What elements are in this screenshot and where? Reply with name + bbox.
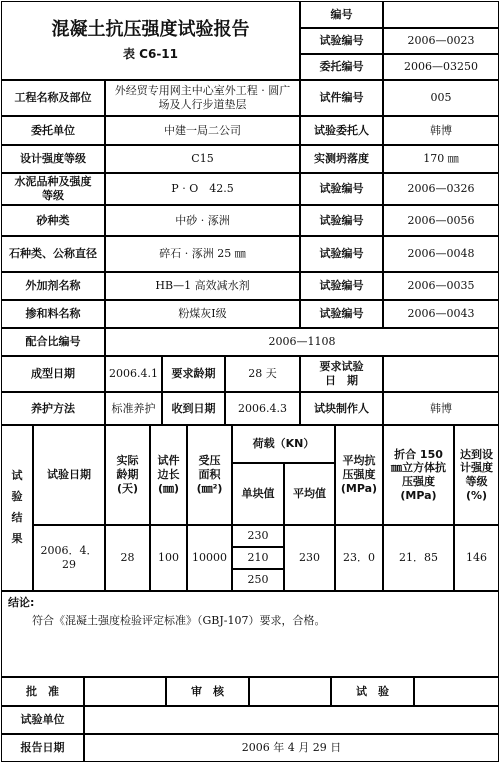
sand-test-value: 2006—0056 <box>383 205 499 236</box>
col-side: 试件边长(㎜) <box>150 425 187 525</box>
sand-value: 中砂 · 涿洲 <box>105 205 300 236</box>
approve-label: 批 准 <box>1 677 84 706</box>
grade-value: C15 <box>105 145 300 173</box>
specimen-no-value: 005 <box>383 80 499 116</box>
number-label: 编号 <box>300 1 383 28</box>
col-converted-strength: 折合 150 ㎜立方体抗压强度(MPa) <box>383 425 454 525</box>
client-person-label: 试验委托人 <box>300 116 383 145</box>
result-load-1: 230 <box>232 525 284 547</box>
report-date-value: 2006 年 4 月 29 日 <box>84 734 499 762</box>
result-percent-design: 146 <box>454 525 499 591</box>
tester-label: 试 验 <box>331 677 414 706</box>
age-req-label: 要求龄期 <box>162 356 225 392</box>
grade-label: 设计强度等级 <box>1 145 105 173</box>
cast-date-label: 成型日期 <box>1 356 105 392</box>
cement-value: P · O 42.5 <box>105 173 300 205</box>
commission-no-label: 委托编号 <box>300 54 383 80</box>
result-load-3: 250 <box>232 569 284 591</box>
cement-test-label: 试验编号 <box>300 173 383 205</box>
admix-value: HB—1 高效减水剂 <box>105 272 300 300</box>
number-value <box>383 1 499 28</box>
admix-test-value: 2006—0035 <box>383 272 499 300</box>
age-req-value: 28 天 <box>225 356 300 392</box>
conclusion-label: 结论: <box>8 596 35 609</box>
lab-value <box>84 706 499 734</box>
table-code: 表 C6-11 <box>122 47 178 62</box>
review-value <box>249 677 331 706</box>
sand-label: 砂种类 <box>1 205 105 236</box>
col-percent-design: 达到设计强度等级(%) <box>454 425 499 525</box>
col-avg-strength: 平均抗压强度(MPa) <box>335 425 383 525</box>
stone-test-value: 2006—0048 <box>383 236 499 272</box>
stone-value: 碎石 · 涿洲 25 ㎜ <box>105 236 300 272</box>
stone-test-label: 试验编号 <box>300 236 383 272</box>
cement-label: 水泥品种及强度等级 <box>1 173 105 205</box>
cast-date-value: 2006.4.1 <box>105 356 162 392</box>
title-block <box>1 1 300 80</box>
test-date-req-label: 要求试验日 期 <box>300 356 383 392</box>
col-area: 受压面积(㎜²) <box>187 425 232 525</box>
mineral-label: 掺和料名称 <box>1 300 105 328</box>
client-value: 中建一局二公司 <box>105 116 300 145</box>
result-age: 28 <box>105 525 150 591</box>
test-date-req-value <box>383 356 499 392</box>
col-load-avg: 平均值 <box>284 463 335 525</box>
mineral-value: 粉煤灰Ⅰ级 <box>105 300 300 328</box>
conclusion-box <box>1 591 499 677</box>
slump-label: 实测坍落度 <box>300 145 383 173</box>
result-side: 100 <box>150 525 187 591</box>
project-value: 外经贸专用网主中心室外工程 · 圆广场及人行步道垫层 <box>105 80 300 116</box>
sand-test-label: 试验编号 <box>300 205 383 236</box>
result-converted-strength: 21．85 <box>383 525 454 591</box>
col-age: 实际龄期(天) <box>105 425 150 525</box>
result-avg-strength: 23．0 <box>335 525 383 591</box>
recv-value: 2006.4.3 <box>225 392 300 425</box>
stone-label: 石种类、公称直径 <box>1 236 105 272</box>
result-area: 10000 <box>187 525 232 591</box>
review-label: 审 核 <box>166 677 249 706</box>
maker-label: 试块制作人 <box>300 392 383 425</box>
commission-no-value: 2006—03250 <box>383 54 499 80</box>
recv-label: 收到日期 <box>162 392 225 425</box>
result-test-date: 2006．4．29 <box>33 525 105 591</box>
results-section-label: 试验结果 <box>1 425 33 591</box>
col-load-single: 单块值 <box>232 463 284 525</box>
mineral-test-label: 试验编号 <box>300 300 383 328</box>
curing-label: 养护方法 <box>1 392 105 425</box>
test-no-value: 2006—0023 <box>383 28 499 54</box>
maker-value: 韩博 <box>383 392 499 425</box>
report-title: 混凝土抗压强度试验报告 <box>51 18 250 40</box>
col-test-date: 试验日期 <box>33 425 105 525</box>
curing-value: 标准养护 <box>105 392 162 425</box>
admix-test-label: 试验编号 <box>300 272 383 300</box>
report-sheet <box>1 1 499 762</box>
conclusion-text: 符合《混凝土强度检验评定标准》（GBJ-107）要求，合格。 <box>32 613 326 627</box>
cement-test-value: 2006—0326 <box>383 173 499 205</box>
admix-label: 外加剂名称 <box>1 272 105 300</box>
test-no-label: 试验编号 <box>300 28 383 54</box>
client-person-value: 韩博 <box>383 116 499 145</box>
tester-value <box>414 677 499 706</box>
mix-label: 配合比编号 <box>1 328 105 356</box>
specimen-no-label: 试件编号 <box>300 80 383 116</box>
approve-value <box>84 677 166 706</box>
mineral-test-value: 2006—0043 <box>383 300 499 328</box>
mix-value: 2006—1108 <box>105 328 499 356</box>
result-load-2: 210 <box>232 547 284 569</box>
project-label: 工程名称及部位 <box>1 80 105 116</box>
client-label: 委托单位 <box>1 116 105 145</box>
lab-label: 试验单位 <box>1 706 84 734</box>
report-date-label: 报告日期 <box>1 734 84 762</box>
slump-value: 170 ㎜ <box>383 145 499 173</box>
result-load-avg: 230 <box>284 525 335 591</box>
col-load: 荷载（KN） <box>232 425 335 463</box>
